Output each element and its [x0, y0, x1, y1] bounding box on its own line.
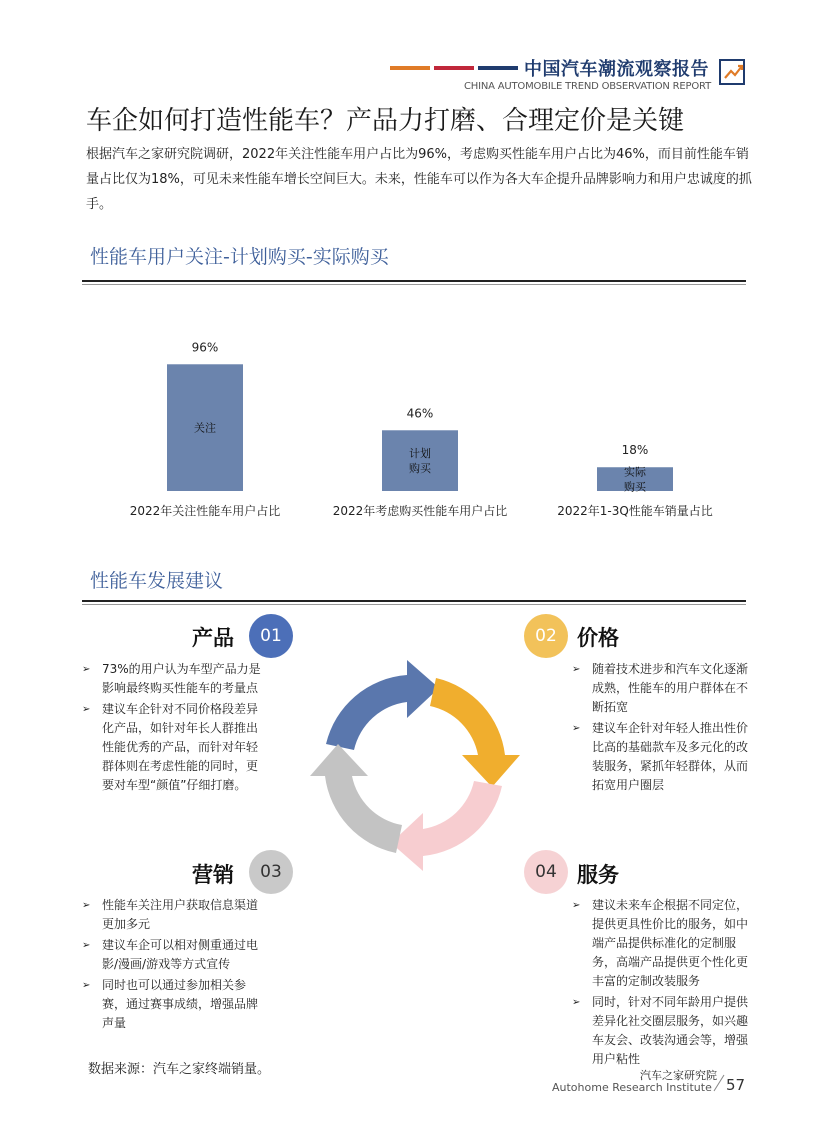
chart-category-label: 2022年关注性能车用户占比	[129, 504, 281, 518]
list-item: ➢ 同时，针对不同年龄用户提供差异化社交圈层服务，如兴趣车友会、改装沟通会等，增强用户粘性	[572, 993, 756, 1069]
header-bar-orange	[390, 66, 430, 70]
cycle-arrow-left	[310, 744, 402, 853]
header-title: 中国汽车潮流观察报告	[524, 59, 709, 80]
header-bar-navy	[478, 66, 518, 70]
chart-bar	[382, 430, 458, 491]
footer-slash-icon	[712, 1074, 726, 1092]
chart-bar-label: 购买	[624, 480, 646, 494]
chart-bar-label: 购买	[409, 462, 431, 476]
cycle-arrow-top	[326, 660, 439, 750]
page-title: 车企如何打造性能车？产品力打磨、合理定价是关键	[86, 106, 685, 136]
header-bar-red	[434, 66, 474, 70]
cycle-arrow-bottom	[391, 781, 502, 871]
list-item: ➢ 同时也可以通过参加相关参赛，通过赛事成绩，增强品牌声量	[82, 976, 262, 1033]
cycle-arrow-right	[430, 678, 520, 787]
cycle-arrows-graphic	[296, 650, 530, 880]
suggestion-list-service	[572, 896, 756, 1071]
chart-category-label: 2022年考虑购买性能车用户占比	[332, 504, 508, 518]
page-number: 57	[726, 1076, 746, 1094]
suggestion-list-price	[572, 660, 756, 797]
suggestion-list-marketing	[82, 896, 262, 1035]
footer-org-cn: 汽车之家研究院	[640, 1069, 717, 1082]
list-item: ➢ 建议未来车企根据不同定位，提供更具性价比的服务，如中端产品提供标准化的定制服务，高端产品提供更个性化更丰富的定制改装服务	[572, 896, 756, 991]
list-item: ➢ 性能车关注用户获取信息渠道更加多元	[82, 896, 262, 934]
list-item: ➢ 随着技术进步和汽车文化逐渐成熟，性能车的用户群体在不断拓宽	[572, 660, 756, 717]
data-source-note: 数据来源：汽车之家终端销量。	[88, 1062, 271, 1077]
bar-chart	[100, 300, 740, 540]
suggestion-title-price: 价格	[577, 626, 619, 650]
chart-category-label: 2022年1-3Q性能车销量占比	[557, 504, 713, 518]
suggestion-title-service: 服务	[577, 863, 619, 887]
suggestion-number-04: 04	[524, 850, 568, 894]
header-color-bars	[390, 66, 518, 70]
footer-org-en: Autohome Research Institute	[552, 1081, 712, 1094]
suggestion-list-product	[82, 660, 262, 797]
suggestion-number-01: 01	[249, 614, 293, 658]
suggest-section-title: 性能车发展建议	[90, 570, 224, 592]
suggestion-title-product: 产品	[192, 626, 234, 650]
list-item: ➢ 建议车企针对不同价格段差异化产品，如针对年长人群推出性能优秀的产品，而针对年轻群体则在考虑性能的同时，更要对车型“颜值”仔细打磨。	[82, 700, 262, 795]
list-item: ➢ 建议车企可以相对侧重通过电影/漫画/游戏等方式宣传	[82, 936, 262, 974]
chart-bar-label: 实际	[624, 465, 646, 479]
intro-paragraph: 根据汽车之家研究院调研，2022年关注性能车用户占比为96%，考虑购买性能车用户占比为46%，而目前性能车销量占比仅为18%，可见未来性能车增长空间巨大。未来，性能车可以作为各大车企提升品牌影响力和用户忠诚度的抓手。	[86, 147, 752, 212]
suggestion-title-marketing: 营销	[192, 863, 234, 887]
chart-value-label: 18%	[621, 443, 649, 458]
chart-bar-label: 计划	[409, 447, 431, 461]
suggestion-number-02: 02	[524, 614, 568, 658]
trend-chart-icon	[718, 56, 748, 86]
suggestion-number-03: 03	[249, 850, 293, 894]
chart-value-label: 46%	[406, 406, 434, 421]
chart-bar-label: 关注	[194, 421, 216, 435]
chart-value-label: 96%	[191, 340, 219, 355]
header-subtitle: CHINA AUTOMOBILE TREND OBSERVATION REPORT	[464, 81, 711, 92]
list-item: ➢ 73%的用户认为车型产品力是影响最终购买性能车的考量点	[82, 660, 262, 698]
list-item: ➢ 建议车企针对年轻人推出性价比高的基础款车及多元化的改装服务，紧抓年轻群体，从而拓宽用户圈层	[572, 719, 756, 795]
chart-section-title: 性能车用户关注-计划购买-实际购买	[90, 246, 389, 268]
